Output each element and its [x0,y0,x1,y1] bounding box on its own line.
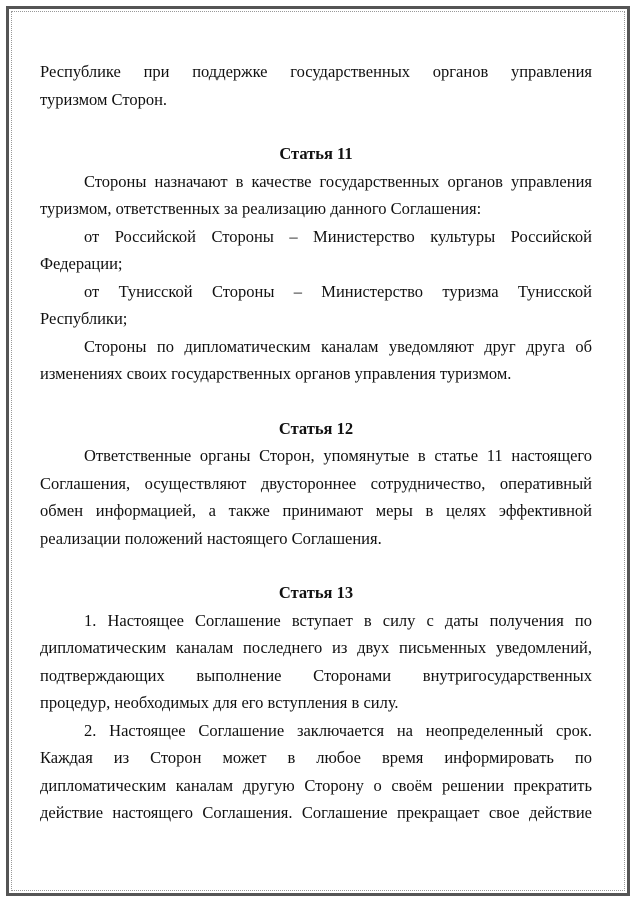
text-line: дипломатическим каналам другую Сторону о своём решении прекратить [40,775,592,795]
text-line: туризмом Сторон. [40,89,168,109]
article-13-heading: Статья 13 [278,583,354,602]
article-13-paragraph-2 [40,717,592,827]
article-11-paragraph-2 [40,223,592,278]
text-line: процедур, необходимых для его вступления в силу. [40,693,399,712]
text-line: Каждая из Сторон может в любое время информировать по [40,748,592,767]
text-line: Соглашения, осуществляют двустороннее сотрудничество, оперативный [40,473,592,493]
article-11-paragraph-3 [40,278,592,333]
text-line: Стороны назначают в качестве государственных органов управления [84,171,592,191]
document-body [40,58,592,827]
text-line: подтверждающих выполнение Сторонами внутригосударственных [40,665,592,685]
text-line: Республики; [40,309,128,328]
article-11-paragraph-4 [40,333,592,388]
article-13-paragraph-1 [40,607,592,717]
article-11-heading: Статья 11 [279,144,353,163]
text-line: Федерации; [40,254,123,273]
text-line: 2. Настоящее Соглашение заключается на неопределенный срок. [84,720,592,740]
text-line: реализации положений настоящего Соглашения. [40,528,382,548]
article-12-paragraph [40,442,592,552]
article-12-heading: Статья 12 [278,418,354,438]
text-line: обмен информацией, а также принимают меры в целях эффективной [40,501,592,520]
text-line: от Тунисской Стороны – Министерство туризма Тунисской [84,281,592,301]
article-11-paragraph-1 [40,168,592,223]
text-line: действие настоящего Соглашения. Соглашение прекращает свое действие [40,803,592,822]
text-line: изменениях своих государственных органов управления туризмом. [40,364,512,383]
text-line: дипломатическим каналам последнего из двух письменных уведомлений, [40,638,592,657]
text-line: 1. Настоящее Соглашение вступает в силу с даты получения по [84,610,592,630]
text-line: Ответственные органы Сторон, упомянутые в статье 11 настоящего [84,446,592,465]
intro-paragraph [40,58,592,113]
text-line: Республике при поддержке государственных органов управления [40,62,592,81]
text-line: от Российской Стороны – Министерство культуры Российской [84,226,592,246]
text-line: туризмом, ответственных за реализацию данного Соглашения: [40,199,482,218]
text-line: Стороны по дипломатическим каналам уведомляют друг друга об [84,336,592,356]
